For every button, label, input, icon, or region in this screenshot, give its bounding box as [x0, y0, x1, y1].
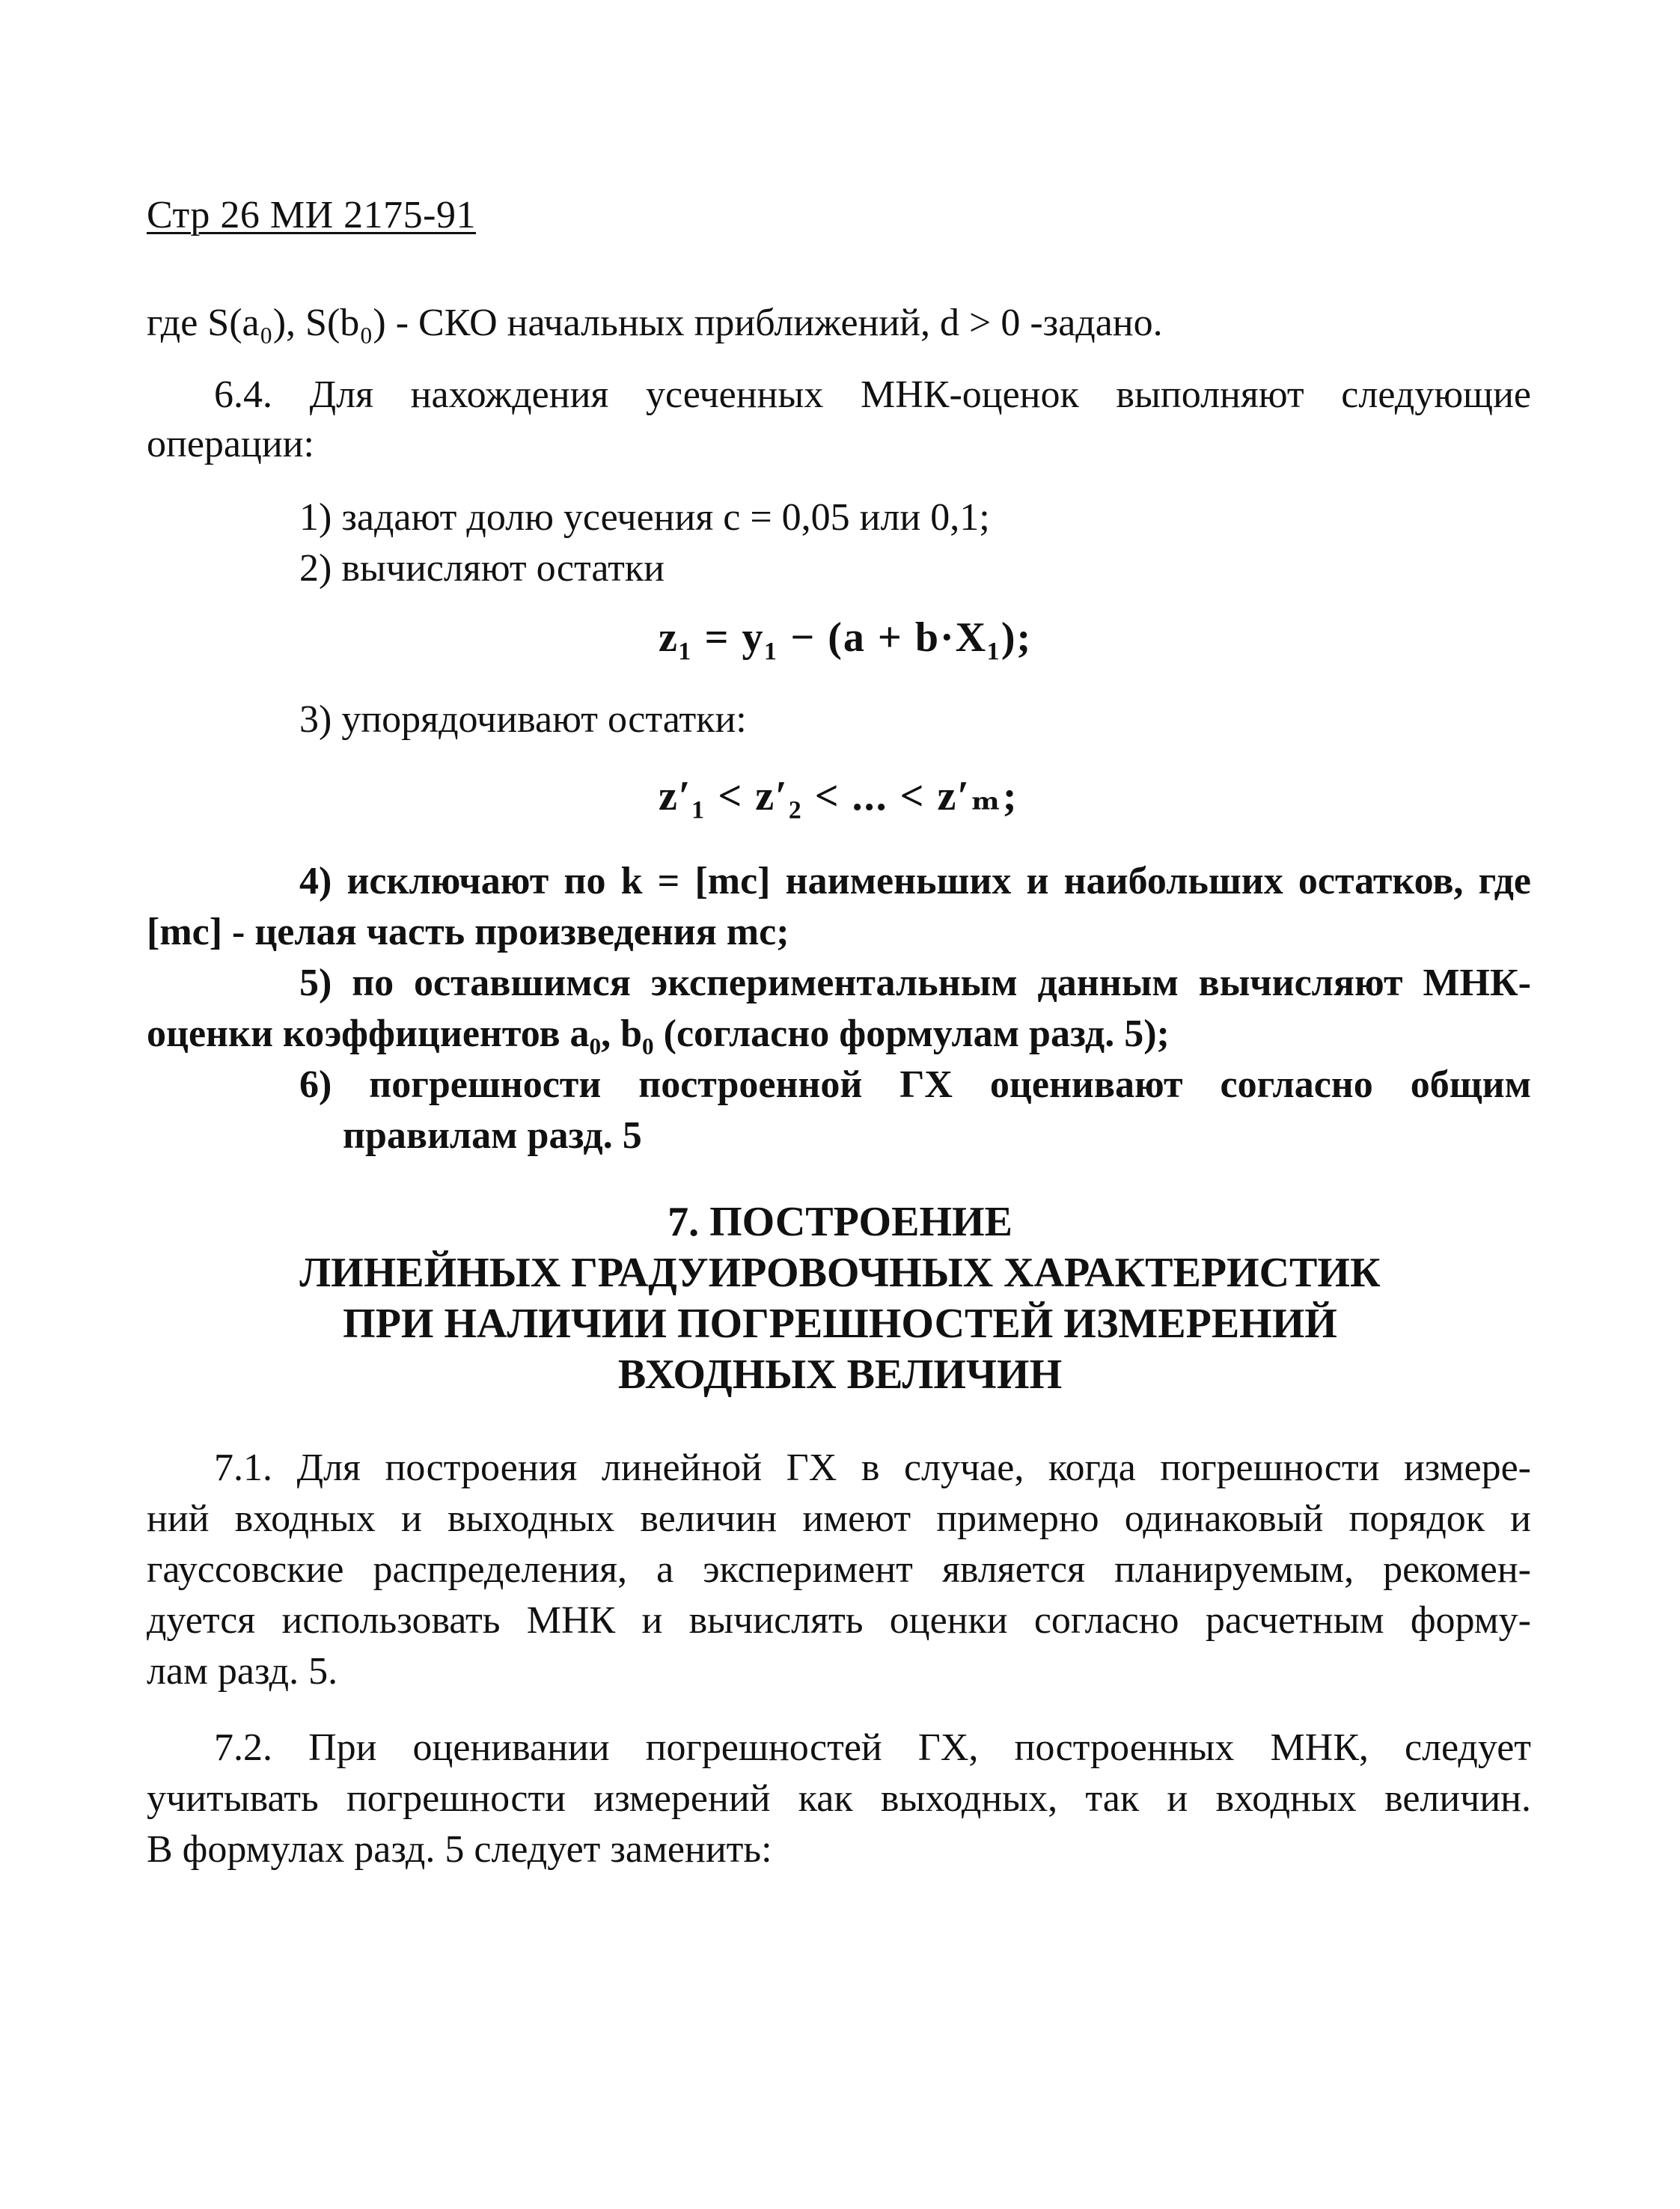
formula-residuals: z₁ = y₁ − (a + b·X₁);: [659, 614, 1033, 661]
section-7-heading-line1: 7. ПОСТРОЕНИЕ: [668, 1199, 1012, 1245]
step-1: 1) задают долю усечения c = 0,05 или 0,1;: [299, 496, 990, 539]
step-2: 2) вычисляют остатки: [299, 547, 665, 590]
para-7-1-line3: гауссовские распределения, а эксперимент является планируемым, рекомен-: [147, 1548, 1531, 1591]
page-header: Стр 26 МИ 2175-91: [147, 194, 476, 236]
step-6-line2: правилам разд. 5: [343, 1114, 642, 1157]
section-6-4-line1: 6.4. Для нахождения усеченных МНК-оценок выполняют следующие: [214, 373, 1531, 416]
formula-ordered-residuals: z′₁ < z′₂ < ... < z′ₘ;: [659, 773, 1018, 819]
step-4-line2: [mc] - целая часть произведения mc;: [147, 911, 789, 953]
para-7-2-line1: 7.2. При оценивании погрешностей ГХ, построенных МНК, следует: [214, 1726, 1531, 1769]
step-6-line1: 6) погрешности построенной ГХ оценивают согласно общим: [299, 1063, 1531, 1106]
para-7-2-line2: учитывать погрешности измерений как выходных, так и входных величин.: [147, 1777, 1531, 1820]
para-7-1-line2: ний входных и выходных величин имеют примерно одинаковый порядок и: [147, 1497, 1531, 1540]
para-7-1-line5: лам разд. 5.: [147, 1650, 338, 1693]
para-7-1-line1: 7.1. Для построения линейной ГХ в случае, когда погрешности измере-: [214, 1446, 1531, 1489]
intro-line: где S(a₀), S(b₀) - СКО начальных приближений, d > 0 -задано.: [147, 302, 1163, 344]
section-7-heading-line4: ВХОДНЫХ ВЕЛИЧИН: [617, 1351, 1063, 1398]
step-4-line1: 4) исключают по k = [mc] наименьших и наибольших остатков, где: [299, 860, 1531, 902]
para-7-1-line4: дуется использовать МНК и вычислять оценки согласно расчетным форму-: [147, 1599, 1531, 1642]
section-6-4-line2: операции:: [147, 423, 314, 465]
para-7-2-line3: В формулах разд. 5 следует заменить:: [147, 1828, 772, 1871]
section-7-heading-line2: ЛИНЕЙНЫХ ГРАДУИРОВОЧНЫХ ХАРАКТЕРИСТИК: [299, 1250, 1381, 1296]
step-5-line1: 5) по оставшимся экспериментальным данным вычисляют МНК-: [299, 962, 1531, 1004]
step-3: 3) упорядочивают остатки:: [299, 698, 747, 741]
section-7-heading-line3: ПРИ НАЛИЧИИ ПОГРЕШНОСТЕЙ ИЗМЕРЕНИЙ: [343, 1301, 1337, 1347]
step-5-line2: оценки коэффициентов a₀, b₀ (согласно формулам разд. 5);: [147, 1012, 1170, 1055]
